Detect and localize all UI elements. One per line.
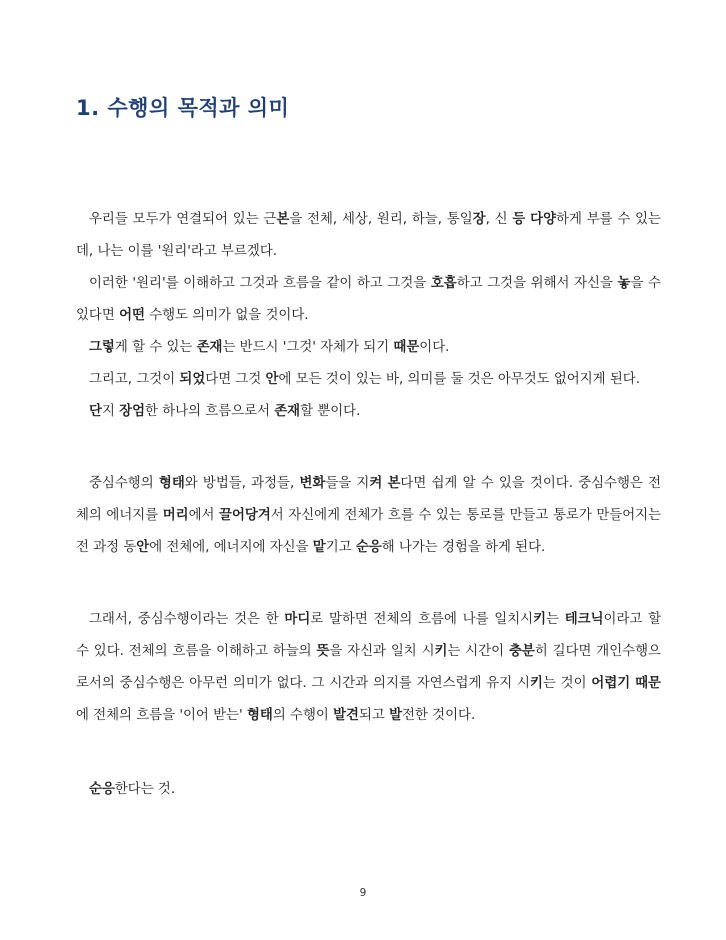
paragraph	[76, 204, 661, 268]
text-run: 이라고 할 수 있다. 전체의 흐름을 이해하고 하늘의	[76, 612, 662, 659]
bold-text: 단	[89, 404, 102, 419]
bold-text: 그렇	[89, 340, 115, 355]
text-run: , 신	[485, 212, 513, 227]
text-run: 다면 쉽게 알 수 있을 것이다. 중심수행은 전체의 에너지를	[76, 476, 662, 523]
text-run: 을 전체, 세상, 원리, 하늘, 통일	[289, 212, 473, 227]
text-run: 하고 그것을 위해서 자신을	[456, 276, 618, 291]
text-run: 한 하나의 흐름으로서	[145, 404, 275, 419]
bold-text: 장	[472, 212, 486, 227]
text-run: 게 할 수 있는	[114, 340, 197, 355]
text-run: 에 전체의 흐름을 '이어 받는'	[76, 708, 247, 723]
text-run: 이다.	[419, 340, 450, 355]
text-run: 히 길다면 개인수행으로서의 중심수행은 아무런 의미가 없다. 그 시간과 의지를 자연스럽게 유지 시	[76, 644, 661, 691]
text-run: 에서	[188, 508, 220, 523]
text-run: 는 시간이	[447, 644, 509, 659]
text-run: 중심수행의	[89, 476, 159, 491]
paragraph	[76, 364, 661, 396]
bold-text: 어렵기	[591, 676, 631, 691]
text-run: 이러한 '원리'를 이해하고 그것과 흐름을 같이 하고 그것을	[89, 276, 431, 291]
text-run: 해 나가는 경험을 하게 된다.	[381, 540, 546, 555]
bold-text: 마디	[284, 612, 311, 627]
bold-text: 형태	[246, 708, 273, 723]
bold-text: 발	[389, 708, 403, 723]
bold-text: 순응	[89, 782, 115, 797]
text-run: 는 것이	[542, 676, 592, 691]
text-run: 와 방법들, 과정들,	[184, 476, 300, 491]
bold-text: 안	[136, 540, 150, 555]
bold-text: 변화	[299, 476, 326, 491]
text-run: 기고	[325, 540, 356, 555]
text-run: 로 말하면 전체의 흐름에 나를 일치시	[310, 612, 534, 627]
bold-text: 등	[512, 212, 526, 227]
bold-text: 키	[533, 612, 547, 627]
bold-text: 존재	[196, 340, 223, 355]
bold-text: 테크닉	[564, 612, 604, 627]
text-run: 을 수 있다면	[76, 276, 661, 323]
bold-text: 어떤	[119, 308, 145, 323]
text-run: 한다는 것.	[114, 782, 176, 797]
bold-text: 맡	[312, 540, 326, 555]
bold-text: 순응	[355, 540, 382, 555]
bold-text: 안	[265, 372, 279, 387]
text-run: 서 자신에게 전체가 흐를 수 있는 통로를 만들고 통로가 만들어지는 전 과정 동	[76, 508, 662, 555]
text-run: 다면 그것	[205, 372, 266, 387]
text-run: 하게 부를 수 있는데, 나는 이를 '원리'라고 부르겠다.	[76, 212, 661, 259]
bold-text: 되었	[179, 372, 206, 387]
bold-text: 키	[529, 676, 543, 691]
text-run: 지	[101, 404, 120, 419]
section-heading: 1. 수행의 목적과 의미	[76, 96, 290, 120]
paragraph	[76, 268, 661, 332]
bold-text: 본	[276, 212, 290, 227]
text-run: 되고	[358, 708, 390, 723]
text-run: 수행도 의미가 없을 것이다.	[144, 308, 309, 323]
bold-text: 다양	[530, 212, 557, 227]
bold-text: 발견	[333, 708, 359, 723]
bold-text: 형태	[158, 476, 185, 491]
bold-text: 머리	[162, 508, 189, 523]
bold-text: 때문	[635, 676, 661, 691]
text-run: 는	[546, 612, 565, 627]
text-run: 에 전체에, 에너지에 자신을	[149, 540, 313, 555]
text-run: 그래서, 중심수행이라는 것은 한	[89, 612, 285, 627]
text-run: 전한 것이다.	[402, 708, 476, 723]
text-run: 우리들 모두가 연결되어 있는 근	[89, 212, 277, 227]
bold-text: 때문	[393, 340, 420, 355]
bold-text: 뜻	[316, 644, 330, 659]
bold-text: 충분	[508, 644, 535, 659]
bold-text: 장엄	[119, 404, 146, 419]
paragraph	[76, 332, 661, 364]
text-run: 의 수행이	[272, 708, 334, 723]
bold-text: 존재	[274, 404, 301, 419]
bold-text: 키	[434, 644, 448, 659]
paragraph	[76, 468, 661, 564]
bold-text: 끌어당겨	[219, 508, 271, 523]
bold-text: 본	[387, 476, 401, 491]
page-number: 9	[359, 887, 367, 899]
text-run: 들을 지	[325, 476, 370, 491]
text-run: 그리고, 그것이	[89, 372, 180, 387]
text-run: 을 자신과 일치 시	[329, 644, 435, 659]
paragraph	[76, 774, 661, 806]
document-body	[76, 204, 661, 806]
bold-text: 놓	[617, 276, 631, 291]
bold-text: 켜	[369, 476, 383, 491]
text-run: 는 반드시 '그것' 자체가 되기	[222, 340, 394, 355]
text-run: 에 모든 것이 있는 바, 의미를 둘 것은 아무것도 없어지게 된다.	[278, 372, 640, 387]
paragraph	[76, 396, 661, 428]
text-run: 할 뿐이다.	[300, 404, 361, 419]
bold-text: 호흡	[430, 276, 457, 291]
paragraph	[76, 604, 661, 732]
